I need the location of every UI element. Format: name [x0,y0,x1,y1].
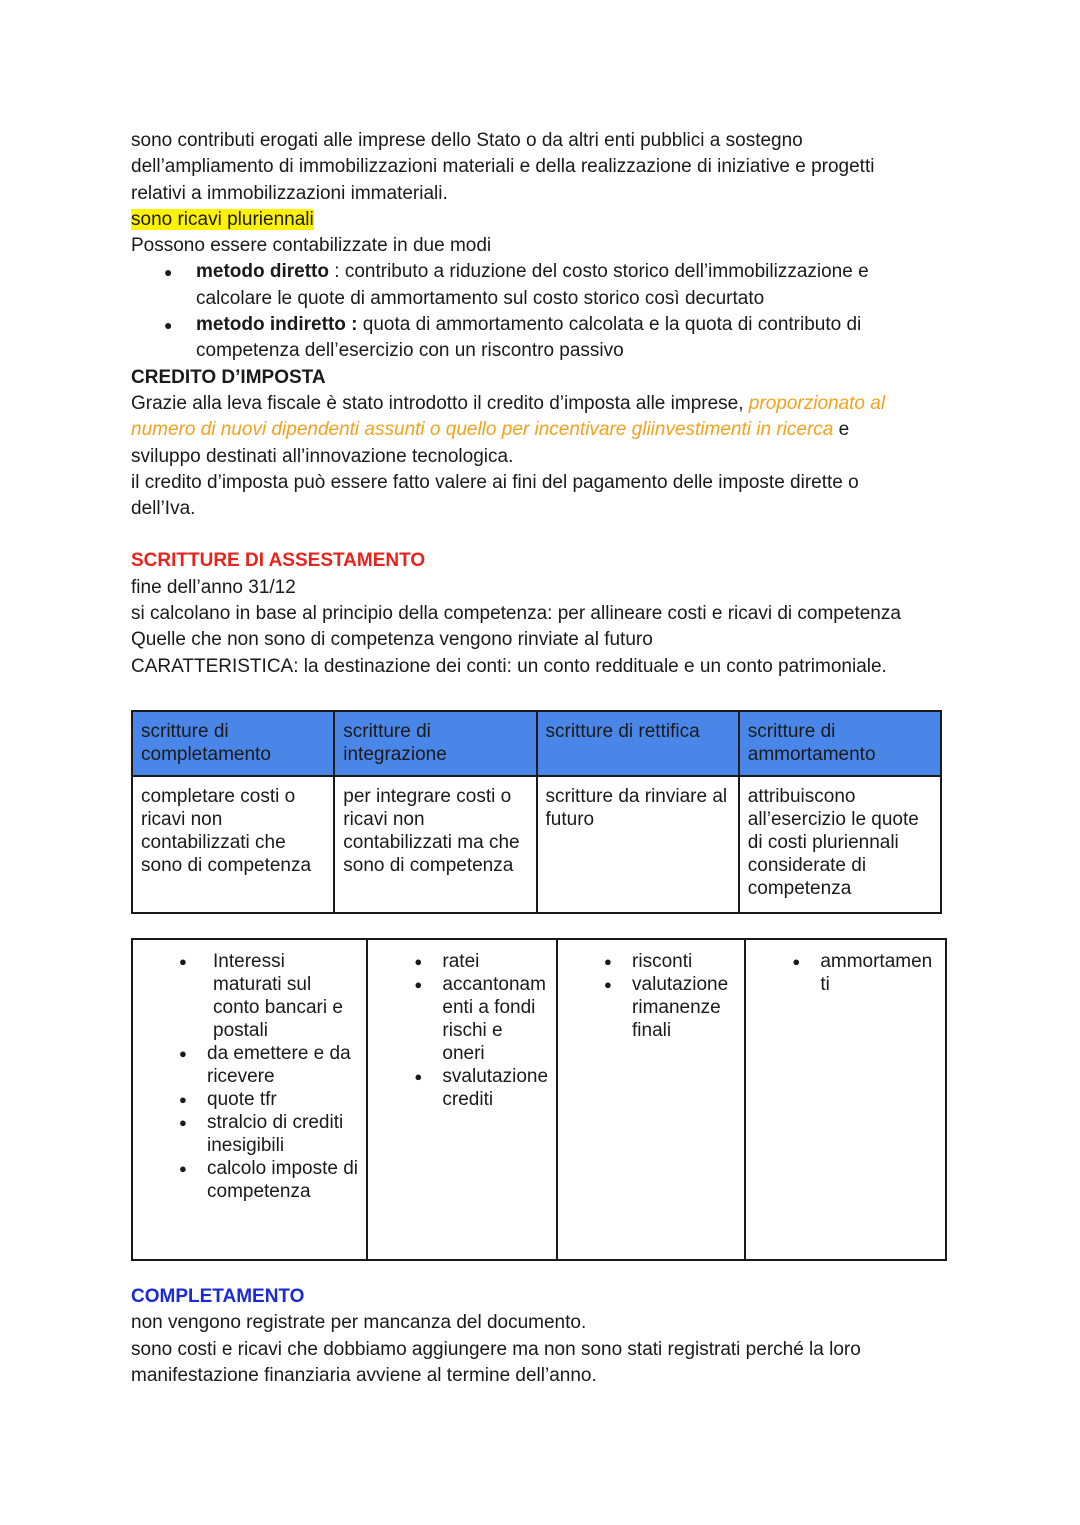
table-row [132,776,941,913]
header-cell: scritture di ammortamento [739,711,941,776]
header-cell: scritture di integrazione [334,711,536,776]
assestamento-heading: SCRITTURE DI ASSESTAMENTO [131,550,426,572]
intro-line-3: relativi a immobilizzazioni immateriali. [131,182,448,204]
methods-list [131,259,961,364]
list-item: ● stralcio di crediti inesigibili [207,1111,358,1157]
completamento-line-1: non vengono registrate per mancanza del documento. [131,1312,587,1334]
credito-line-2: numero di nuovi dipendenti assunti o quello per incentivare gliinvestimenti in ricerca e [131,419,850,441]
credito-line-3: sviluppo destinati all’innovazione tecnologica. [131,445,514,467]
list-item: ● risconti [632,950,736,973]
intro-line-1: sono contributi erogati alle imprese dello Stato o da altri enti pubblici a sostegno [131,130,803,151]
list-item: ● valutazione rimanenze finali [632,973,736,1042]
examples-list [207,950,358,1203]
completamento-section [131,1284,961,1389]
list-item: ● metodo diretto : contributo a riduzione del costo storico dell’immobilizzazione e calcolare le quote di ammortamento sul costo storico così decurtato [196,259,961,312]
credito-heading: CREDITO D’IMPOSTA [131,366,326,388]
highlight-text: sono ricavi pluriennali [131,208,314,230]
header-cell: scritture di rettifica [537,711,739,776]
list-item: ● calcolo imposte di competenza [207,1157,358,1203]
assestamento-line-1: fine dell’anno 31/12 [131,576,296,598]
table-header-row [132,711,941,776]
examples-list [632,950,736,1042]
modes-line: Possono essere contabilizzate in due modi [131,235,492,257]
credito-line-1: Grazie alla leva fiscale è stato introdotto il credito d’imposta alle imprese, proporzionato al [131,392,886,414]
table-cell: per integrare costi o ricavi non contabilizzati ma che sono di competenza [334,776,536,913]
examples-list [442,950,548,1111]
completamento-heading: COMPLETAMENTO [131,1286,305,1307]
examples-cell-integrazione [367,939,557,1260]
credito-line-4: il credito d’imposta può essere fatto valere ai fini del pagamento delle imposte dirette o [131,471,859,493]
credito-line-5: dell’Iva. [131,498,196,520]
list-item: ● da emettere e da ricevere [207,1042,358,1088]
list-item: ● quote tfr [207,1088,358,1111]
scritture-table [131,710,942,914]
completamento-line-2: sono costi e ricavi che dobbiamo aggiungere ma non sono stati registrati perché la loro [131,1338,861,1360]
list-item: ● Interessi maturati sul conto bancari e postali [207,950,358,1042]
examples-table [131,938,947,1261]
list-item: ● ratei [442,950,548,973]
examples-cell-ammortamento [745,939,946,1260]
examples-list [820,950,937,996]
list-item: ● svalutazione crediti [442,1065,548,1111]
assestamento-line-2: si calcolano in base al principio della competenza: per allineare costi e ricavi di competenza [131,603,901,625]
completamento-line-3: manifestazione finanziaria avviene al termine dell’anno. [131,1364,597,1386]
list-item: ● metodo indiretto : quota di ammortamento calcolata e la quota di contributo di competenza dell’esercizio con un riscontro passivo [196,312,961,365]
table-row [132,939,946,1260]
document-body [131,128,961,680]
list-item: ● accantonam enti a fondi rischi e oneri [442,973,548,1065]
examples-cell-rettifica [557,939,745,1260]
examples-cell-completamento [132,939,367,1260]
assestamento-line-4: CARATTERISTICA: la destinazione dei conti: un conto reddituale e un conto patrimoniale. [131,655,887,677]
highlighted-line [131,207,961,233]
list-item: ● ammortamen ti [820,950,937,996]
table-cell: attribuiscono all’esercizio le quote di costi pluriennali considerate di competenza [739,776,941,913]
header-cell: scritture di completamento [132,711,334,776]
table-cell: completare costi o ricavi non contabilizzati che sono di competenza [132,776,334,913]
assestamento-line-3: Quelle che non sono di competenza vengono rinviate al futuro [131,629,653,651]
intro-line-2: dell’ampliamento di immobilizzazioni materiali e della realizzazione di iniziative e progetti [131,156,875,178]
table-cell: scritture da rinviare al futuro [537,776,739,913]
